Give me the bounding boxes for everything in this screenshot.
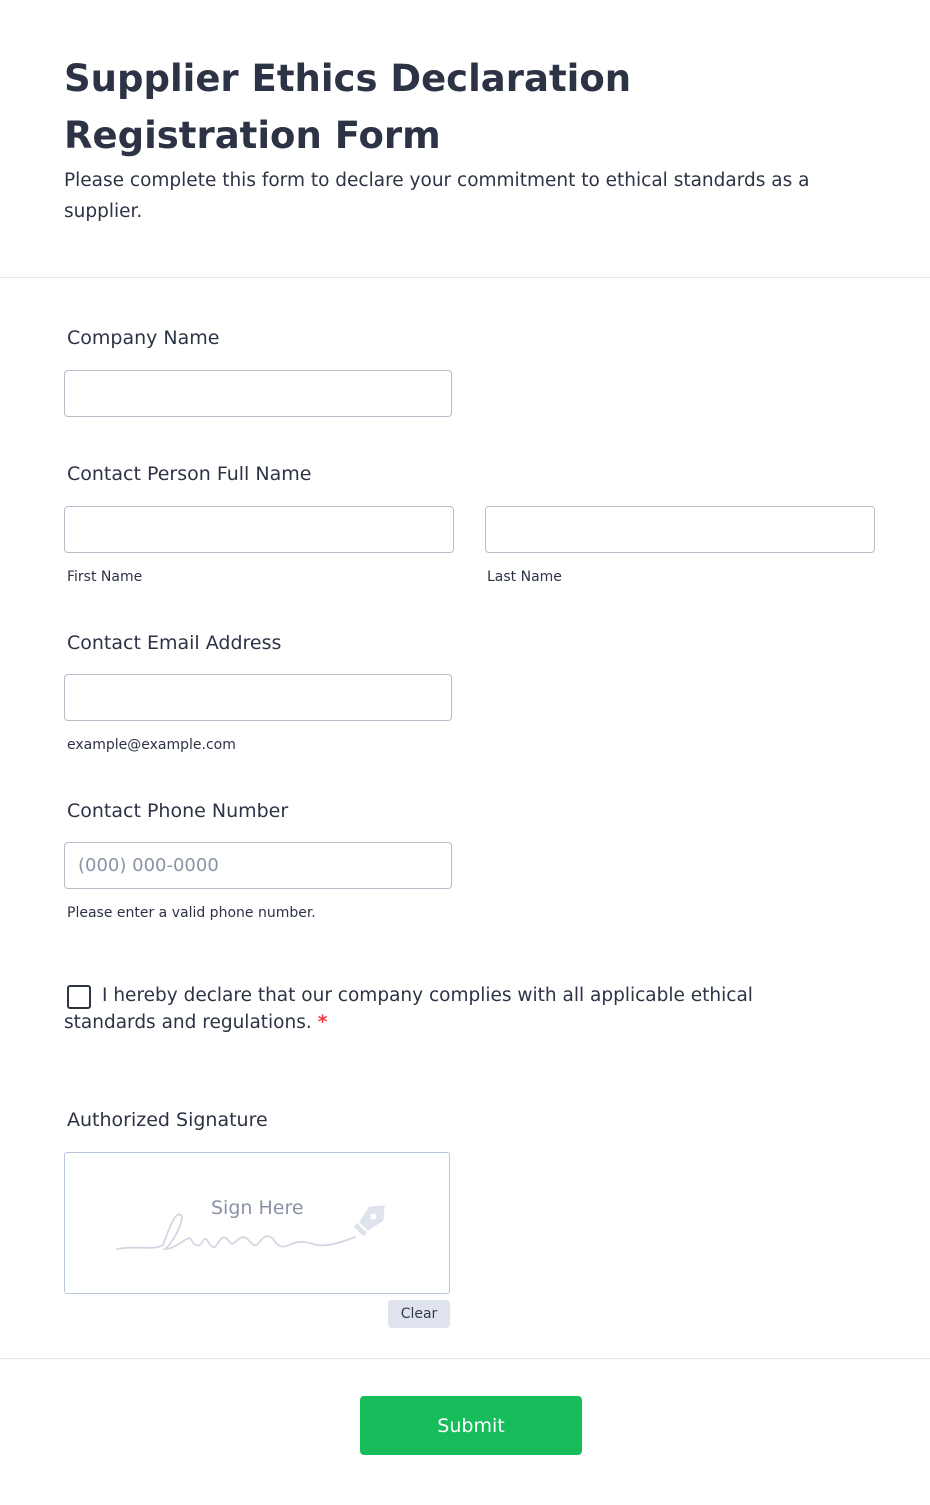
form-header: [0, 0, 930, 278]
last-name-sublabel: Last Name: [487, 569, 562, 585]
email-input[interactable]: [64, 674, 452, 721]
first-name-input[interactable]: [64, 506, 454, 553]
email-label: Contact Email Address: [67, 632, 282, 654]
submit-button[interactable]: Submit: [360, 1396, 582, 1455]
pen-nib-icon: [349, 1195, 395, 1241]
signature-label: Authorized Signature: [67, 1109, 268, 1131]
contact-name-label: Contact Person Full Name: [67, 463, 312, 485]
phone-label: Contact Phone Number: [67, 800, 289, 822]
signature-pad[interactable]: [64, 1152, 450, 1294]
form-subtitle: Please complete this form to declare your commitment to ethical standards as a supplier.: [64, 170, 810, 222]
last-name-input[interactable]: [485, 506, 875, 553]
form-title: Supplier Ethics Declaration Registration Form: [64, 57, 632, 157]
sign-here-hint: Sign Here: [211, 1197, 304, 1219]
required-marker: *: [317, 1012, 328, 1033]
declaration-label: [64, 982, 784, 1036]
company-name-input[interactable]: [64, 370, 452, 417]
phone-input[interactable]: [64, 842, 452, 889]
first-name-sublabel: First Name: [67, 569, 143, 585]
clear-signature-button[interactable]: Clear: [388, 1300, 450, 1328]
email-sublabel: example@example.com: [67, 737, 236, 753]
declaration-text: I hereby declare that our company complies with all applicable ethical standards and regulations.: [64, 985, 753, 1033]
company-name-label: Company Name: [67, 327, 220, 349]
phone-sublabel: Please enter a valid phone number.: [67, 905, 316, 921]
footer-divider: [0, 1358, 930, 1359]
